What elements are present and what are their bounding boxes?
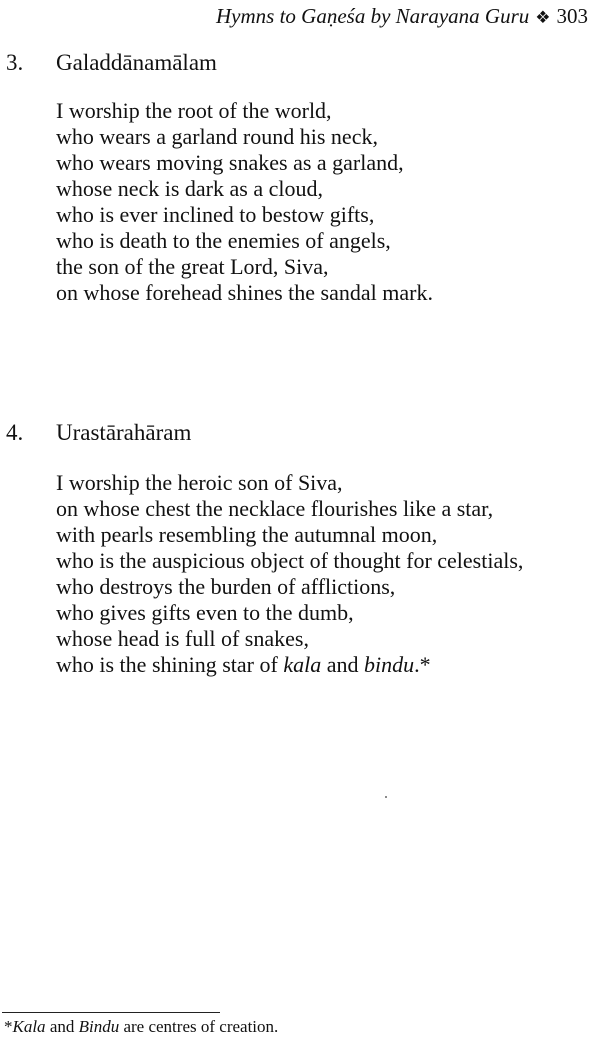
verse-line: on whose chest the necklace flourishes like a star, xyxy=(56,496,494,521)
footnote-marker: * xyxy=(4,1017,13,1036)
emphasis-term: bindu xyxy=(363,652,415,677)
verse xyxy=(56,98,433,306)
emphasis-term: Bindu xyxy=(78,1017,120,1036)
verse-text: and xyxy=(321,652,364,677)
verse-line: I worship the root of the world, xyxy=(56,98,332,123)
footnote-text: and xyxy=(45,1017,79,1036)
emphasis-term: kala xyxy=(283,652,322,677)
hymn-number: 3. xyxy=(6,50,24,75)
hymn-heading xyxy=(6,50,217,76)
hymn-title: Galaddānamālam xyxy=(56,50,217,75)
verse-line: who wears a garland round his neck, xyxy=(56,124,378,149)
verse-line: who destroys the burden of afflictions, xyxy=(56,574,396,599)
verse-line: who is death to the enemies of angels, xyxy=(56,228,391,253)
hymn-title: Urastārahāram xyxy=(56,420,192,445)
hymn-number: 4. xyxy=(6,420,24,445)
footnote xyxy=(4,1017,278,1037)
verse-line: who is ever inclined to bestow gifts, xyxy=(56,202,375,227)
verse-line: on whose forehead shines the sandal mark. xyxy=(56,280,433,305)
ornament-separator: ❖ xyxy=(535,8,551,27)
verse-line: whose neck is dark as a cloud, xyxy=(56,176,323,201)
print-speck xyxy=(385,796,387,798)
verse-line: who is the auspicious object of thought for celestials, xyxy=(56,548,524,573)
hymn-heading xyxy=(6,420,191,446)
footnote-text: are centres of creation. xyxy=(119,1017,279,1036)
verse xyxy=(56,470,523,678)
verse-line-with-footnote-ref xyxy=(56,652,523,678)
verse-line: I worship the heroic son of Siva, xyxy=(56,470,343,495)
footnote-reference: .* xyxy=(414,652,431,677)
verse-line: with pearls resembling the autumnal moon, xyxy=(56,522,438,547)
verse-text: who is the shining star of xyxy=(56,652,284,677)
running-head xyxy=(216,4,588,29)
verse-line: whose head is full of snakes, xyxy=(56,626,309,651)
footnote-rule xyxy=(2,1012,220,1013)
emphasis-term: Kala xyxy=(12,1017,46,1036)
page-number: 303 xyxy=(556,4,588,28)
verse-line: who gives gifts even to the dumb, xyxy=(56,600,354,625)
verse-line: who wears moving snakes as a garland, xyxy=(56,150,404,175)
verse-line: the son of the great Lord, Siva, xyxy=(56,254,329,279)
book-title: Hymns to Gaṇeśa by Narayana Guru xyxy=(216,4,530,28)
